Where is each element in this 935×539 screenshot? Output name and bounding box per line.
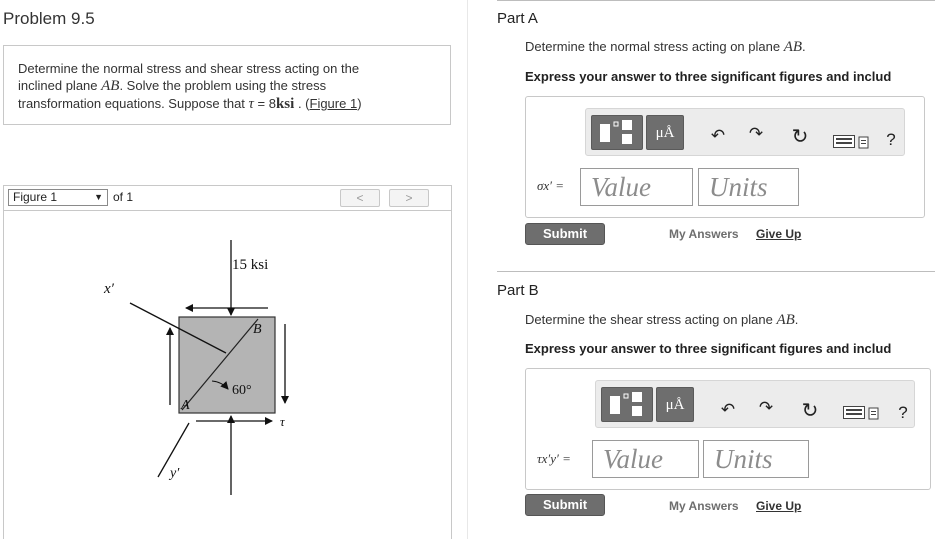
problem-text-line-2 bbox=[18, 77, 436, 95]
question-text: Determine the normal stress acting on plane bbox=[525, 39, 784, 54]
prev-figure-button[interactable]: < bbox=[340, 189, 380, 207]
units-symbol-button[interactable]: μÅ bbox=[646, 115, 684, 150]
y-prime-label: y′ bbox=[170, 466, 180, 481]
problem-text-line-1: Determine the normal stress and shear stress acting on the bbox=[18, 61, 360, 76]
plane-symbol: AB bbox=[783, 39, 803, 55]
figure-area bbox=[3, 211, 452, 539]
undo-icon[interactable]: ↶ bbox=[720, 400, 736, 419]
tau-label: τ bbox=[280, 414, 285, 429]
problem-text: inclined plane bbox=[18, 78, 102, 93]
dropdown-arrow-icon: ▼ bbox=[94, 192, 103, 202]
problem-text-line-3 bbox=[18, 95, 436, 113]
part-a-rule bbox=[497, 0, 935, 1]
part-a-submit-button[interactable]: Submit bbox=[525, 223, 605, 245]
question-text: . bbox=[794, 312, 799, 327]
question-text: Determine the shear stress acting on plane bbox=[525, 312, 777, 327]
angle-label: 60° bbox=[232, 383, 252, 398]
part-b-submit-button[interactable]: Submit bbox=[525, 494, 605, 516]
tau-unit: ksi bbox=[275, 96, 295, 112]
x-prime-label: x′ bbox=[104, 281, 114, 297]
reset-icon[interactable]: ↻ bbox=[791, 126, 809, 148]
figure-link[interactable]: Figure 1 bbox=[309, 96, 358, 111]
figure-select-value: Figure 1 bbox=[13, 190, 58, 204]
units-symbol-button[interactable]: μÅ bbox=[656, 387, 694, 422]
next-figure-button[interactable]: > bbox=[389, 189, 429, 207]
part-b-give-up-link[interactable]: Give Up bbox=[756, 499, 802, 513]
part-b-units-input[interactable]: Units bbox=[703, 440, 809, 478]
redo-icon[interactable]: ↷ bbox=[758, 398, 774, 417]
redo-icon[interactable]: ↷ bbox=[748, 124, 764, 143]
part-b-title: Part B bbox=[497, 282, 539, 299]
undo-icon[interactable]: ↶ bbox=[710, 126, 726, 145]
part-b-instruction: Express your answer to three significant figures and includ bbox=[525, 341, 892, 356]
part-b-rule bbox=[497, 271, 935, 272]
part-a-title: Part A bbox=[497, 10, 538, 27]
help-icon[interactable]: ? bbox=[898, 403, 908, 422]
part-a-instruction: Express your answer to three significant figures and includ bbox=[525, 69, 892, 84]
point-a-label: A bbox=[181, 398, 190, 413]
help-icon[interactable]: ? bbox=[886, 130, 896, 149]
problem-title: Problem 9.5 bbox=[3, 9, 95, 28]
problem-text: . Solve the problem using the stress bbox=[119, 78, 327, 93]
figure-count: of 1 bbox=[113, 190, 134, 204]
template-button[interactable] bbox=[601, 387, 653, 422]
part-b-my-answers-link[interactable]: My Answers bbox=[669, 499, 739, 513]
keyboard-icon[interactable] bbox=[833, 135, 871, 154]
part-b-question bbox=[525, 312, 798, 329]
part-b-variable-label: τx′y′ = bbox=[537, 451, 571, 466]
part-a-question bbox=[525, 39, 806, 56]
pane-divider bbox=[467, 0, 468, 539]
keyboard-icon-graphic bbox=[843, 406, 881, 420]
keyboard-icon[interactable] bbox=[843, 406, 881, 425]
question-text: . bbox=[802, 39, 806, 54]
tau-symbol: τ bbox=[248, 96, 254, 112]
stress-element-figure bbox=[4, 211, 451, 539]
problem-text: ) bbox=[357, 96, 362, 111]
problem-text: . ( bbox=[294, 96, 310, 111]
part-a-variable-label: σx′ = bbox=[537, 178, 565, 193]
plane-symbol: AB bbox=[101, 78, 120, 94]
problem-text: transformation equations. Suppose that bbox=[18, 96, 249, 111]
part-a-my-answers-link[interactable]: My Answers bbox=[669, 227, 739, 241]
part-b-value-input[interactable]: Value bbox=[592, 440, 699, 478]
templates-icon bbox=[592, 116, 642, 149]
part-a-value-input[interactable]: Value bbox=[580, 168, 693, 206]
reset-icon[interactable]: ↻ bbox=[801, 400, 819, 422]
part-a-give-up-link[interactable]: Give Up bbox=[756, 227, 802, 241]
plane-symbol: AB bbox=[776, 312, 795, 328]
templates-icon bbox=[602, 388, 652, 421]
problem-statement bbox=[3, 45, 451, 125]
figure-select[interactable] bbox=[8, 189, 108, 206]
tau-value: = 8 bbox=[253, 96, 276, 111]
keyboard-icon-graphic bbox=[833, 135, 871, 149]
point-b-label: B bbox=[253, 322, 262, 337]
template-button[interactable] bbox=[591, 115, 643, 150]
part-a-units-input[interactable]: Units bbox=[698, 168, 799, 206]
load-label: 15 ksi bbox=[232, 257, 269, 273]
